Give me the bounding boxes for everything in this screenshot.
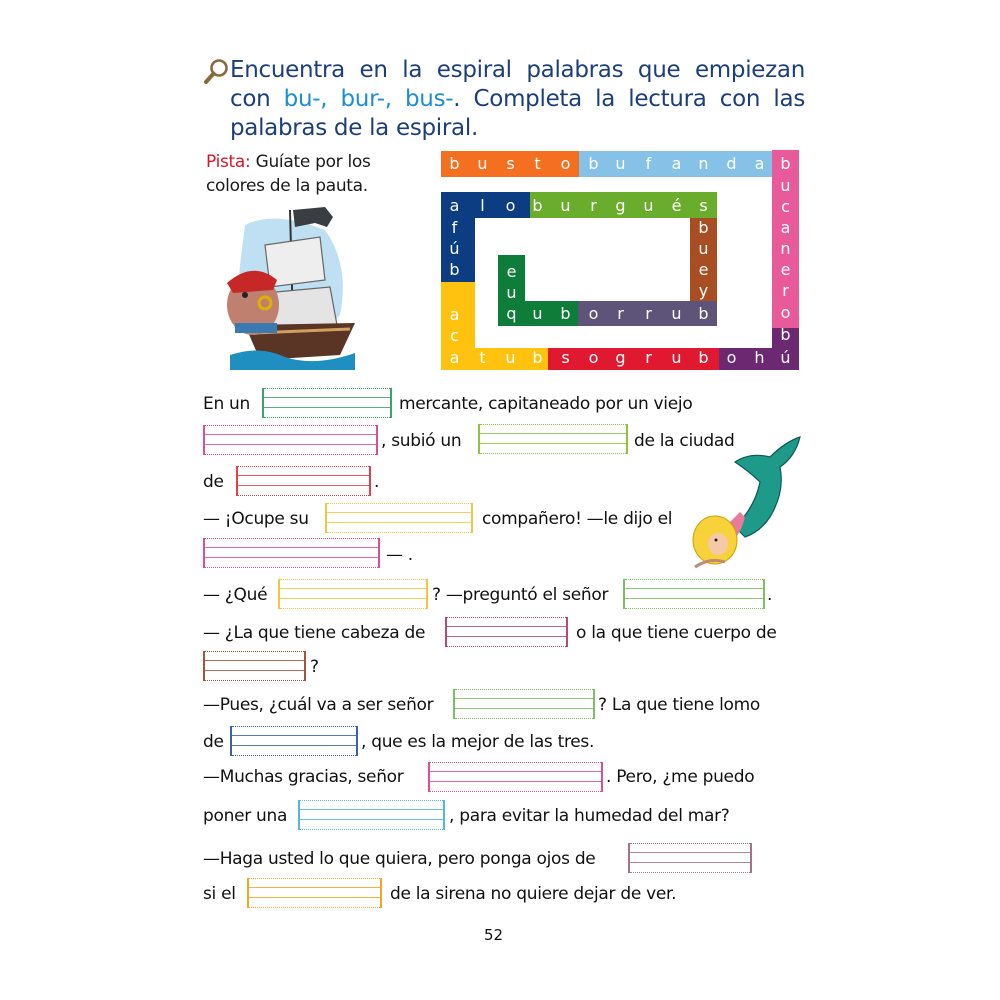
story-text: ? —preguntó el señor <box>432 585 609 605</box>
answer-blank-3[interactable] <box>478 424 628 454</box>
spiral-letter: o <box>726 348 737 367</box>
page-number: 52 <box>484 926 504 944</box>
answer-blank-2[interactable] <box>203 425 378 455</box>
spiral-letter: b <box>780 154 791 173</box>
story-text: —Muchas gracias, señor <box>203 767 404 787</box>
story-text: o la que tiene cuerpo de <box>576 623 777 643</box>
spiral-letter: q <box>506 304 517 323</box>
story-line-1 <box>203 392 250 416</box>
spiral-letter: a <box>449 305 460 324</box>
spiral-letter: r <box>617 304 624 323</box>
story-text: —Haga usted lo que quiera, pero ponga ojos de <box>203 849 596 869</box>
story-text: de la sirena no quiere dejar de ver. <box>390 884 677 904</box>
answer-blank-10[interactable] <box>203 651 306 681</box>
spiral-letter: f <box>451 218 458 237</box>
hint-text-line1: Guíate por los <box>250 152 371 172</box>
pirate-ship-illustration <box>215 205 370 370</box>
spiral-letter: o <box>588 304 599 323</box>
story-text: ? La que tiene lomo <box>598 695 761 715</box>
answer-blank-9[interactable] <box>445 617 568 647</box>
answer-blank-12[interactable] <box>230 726 358 756</box>
answer-blank-11[interactable] <box>453 689 595 719</box>
mermaid-illustration <box>690 432 805 577</box>
instruction-text <box>230 56 805 143</box>
spiral-letter: b <box>698 348 709 367</box>
answer-blank-16[interactable] <box>247 878 382 908</box>
answer-blank-4[interactable] <box>236 466 371 496</box>
spiral-letter: u <box>506 283 517 302</box>
spiral-letter: n <box>698 154 709 173</box>
story-text: — ¡Ocupe su <box>203 509 309 529</box>
spiral-letter: e <box>780 260 791 279</box>
story-text: —Pues, ¿cuál va a ser señor <box>203 695 434 715</box>
spiral-letter: u <box>505 348 516 367</box>
spiral-letter: c <box>450 326 459 345</box>
story-text: — ¿Qué <box>203 585 268 605</box>
spiral-letter: u <box>560 196 571 215</box>
spiral-letter: u <box>477 154 488 173</box>
spiral-letter: b <box>449 154 460 173</box>
story-text: compañero! —le dijo el <box>482 509 673 529</box>
spiral-letter: s <box>506 154 515 173</box>
story-text: . <box>374 472 380 492</box>
instruction-part1: Encuentra en la espiral palabras que empiezan con <box>230 57 805 112</box>
story-text: ? <box>310 657 319 677</box>
story-text: de la ciudad <box>634 431 735 451</box>
spiral-letter: u <box>780 176 791 195</box>
spiral-letter: a <box>449 196 460 215</box>
story-text: — . <box>386 545 413 565</box>
spiral-letter: a <box>780 218 791 237</box>
answer-blank-1[interactable] <box>262 388 392 418</box>
spiral-letter: b <box>532 348 543 367</box>
spiral-letter: t <box>479 348 486 367</box>
spiral-letter: e <box>698 260 709 279</box>
answer-blank-14[interactable] <box>298 800 445 830</box>
spiral-letter: d <box>726 154 737 173</box>
spiral-letter: a <box>449 348 460 367</box>
spiral-letter: u <box>671 304 682 323</box>
spiral-letter: o <box>588 348 599 367</box>
spiral-letter: s <box>561 348 570 367</box>
spiral-letter: é <box>671 196 682 215</box>
instruction-part2: . Completa la lectura con las palabras de la espiral. <box>230 86 805 141</box>
hint-box <box>206 150 371 198</box>
story-text: En un <box>203 394 250 414</box>
story-text: , subió un <box>381 431 462 451</box>
spiral-letter: ú <box>780 348 791 367</box>
spiral-letter: g <box>615 348 626 367</box>
story-text: de <box>203 472 224 492</box>
spiral-letter: u <box>698 239 709 258</box>
story-text: . Pero, ¿me puedo <box>606 767 755 787</box>
spiral-letter: n <box>780 239 791 258</box>
spiral-letter: c <box>781 197 790 216</box>
story-text: , que es la mejor de las tres. <box>361 732 595 752</box>
spiral-letter: a <box>671 154 682 173</box>
story-text: — ¿La que tiene cabeza de <box>203 623 426 643</box>
answer-blank-7[interactable] <box>278 579 428 609</box>
spiral-letter: r <box>590 196 597 215</box>
magnifier-icon <box>203 58 229 86</box>
story-text: de <box>203 732 224 752</box>
hint-label: Pista: <box>206 152 251 172</box>
spiral-letter: r <box>645 304 652 323</box>
spiral-letter: b <box>560 304 571 323</box>
spiral-letter: e <box>506 262 517 281</box>
spiral-letter: b <box>449 260 460 279</box>
answer-blank-8[interactable] <box>623 579 765 609</box>
spiral-letter: r <box>782 281 789 300</box>
answer-blank-5[interactable] <box>325 503 473 533</box>
spiral-letter: b <box>532 196 543 215</box>
spiral-letter: t <box>534 154 541 173</box>
spiral-letter: b <box>780 325 791 344</box>
spiral-letter: ú <box>449 239 460 258</box>
story-text: si el <box>203 884 236 904</box>
spiral-letter: u <box>671 348 682 367</box>
spiral-letter: b <box>698 218 709 237</box>
spiral-letter: a <box>754 154 765 173</box>
spiral-letter: b <box>698 304 709 323</box>
answer-blank-6[interactable] <box>203 538 380 568</box>
answer-blank-15[interactable] <box>628 843 752 873</box>
story-text: poner una <box>203 806 288 826</box>
answer-blank-13[interactable] <box>428 762 603 792</box>
spiral-letter: f <box>645 154 652 173</box>
spiral-letter: g <box>615 196 626 215</box>
spiral-letter: u <box>532 304 543 323</box>
spiral-letter: l <box>480 196 485 215</box>
spiral-letter: s <box>699 196 708 215</box>
story-text: . <box>767 585 773 605</box>
spiral-letter: h <box>754 348 765 367</box>
spiral-letter: u <box>643 196 654 215</box>
story-text: , para evitar la humedad del mar? <box>449 806 730 826</box>
spiral-letter: o <box>560 154 571 173</box>
instruction-prefixes: bu-, bur-, bus- <box>283 86 454 112</box>
spiral-letter: u <box>615 154 626 173</box>
spiral-letter: o <box>780 303 791 322</box>
story-text: mercante, capitaneado por un viejo <box>399 394 693 414</box>
spiral-letter: y <box>698 281 709 300</box>
spiral-letter: b <box>588 154 599 173</box>
hint-text-line2: colores de la pauta. <box>206 176 368 196</box>
spiral-letter: r <box>645 348 652 367</box>
spiral-letter: o <box>505 196 516 215</box>
